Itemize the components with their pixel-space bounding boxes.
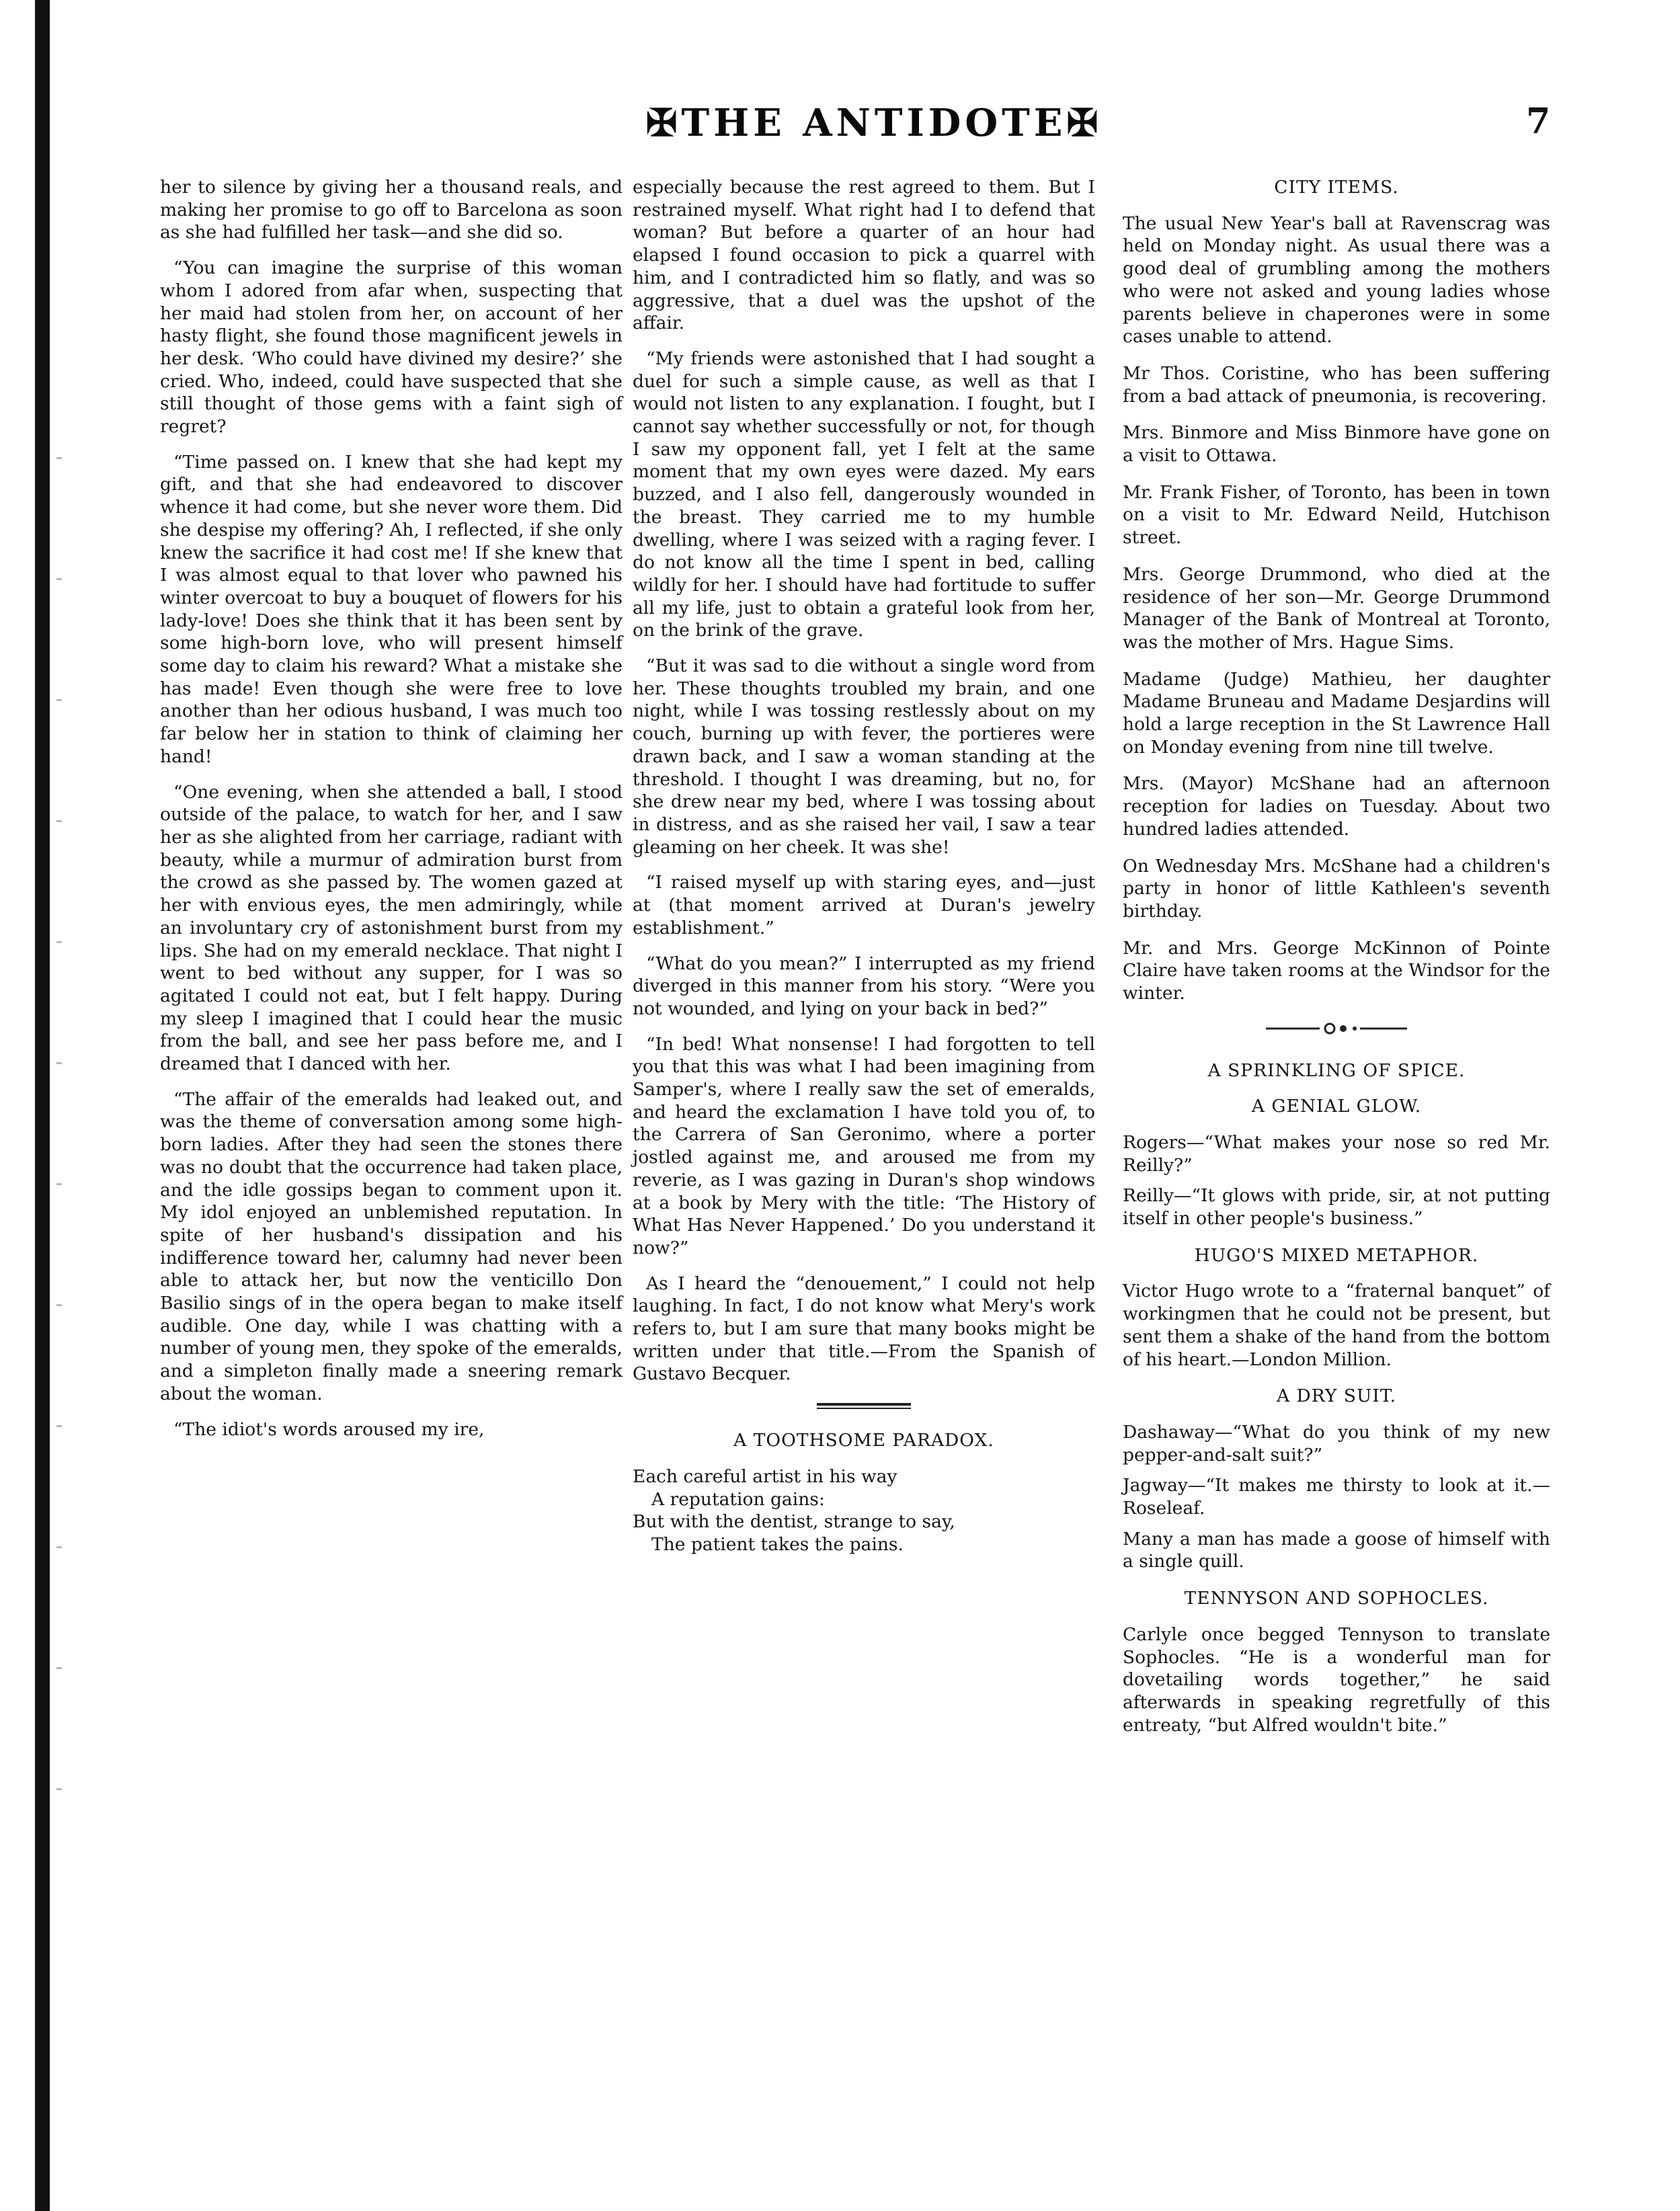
column-3 <box>1123 176 1550 1751</box>
story-paragraph: “The idiot's words aroused my ire, <box>173 1418 485 1440</box>
joke-line: Many a man has made a goose of himself with a single quill. <box>1123 1528 1550 1572</box>
spice-title: A SPRINKLING OF SPICE. <box>1207 1059 1466 1081</box>
joke-line: Dashaway—“What do you think of my new pepper-and-salt suit?” <box>1123 1421 1550 1465</box>
city-item: Mr. Frank Fisher, of Toronto, has been in town on a visit to Mr. Edward Neild, Hutchison street. <box>1123 481 1550 549</box>
hugo-text: Victor Hugo wrote to a “fraternal banquet” of workingmen that he could not be present, but sent them a shake of the hand from the bottom of his heart.—London Million. <box>1123 1281 1550 1370</box>
poem-line: The patient takes the pains. <box>651 1533 904 1555</box>
masthead-title: ✠THE ANTIDOTE✠ <box>645 101 1103 145</box>
city-item: On Wednesday Mrs. McShane had a children's party in honor of little Kathleen's seventh birthday. <box>1123 855 1550 922</box>
masthead <box>605 101 1143 155</box>
story-paragraph: “But it was sad to die without a single word from her. These thoughts troubled my brain, and one night, while I was tossing restlessly about on my couch, burning up with fever, the portieres were drawn back, and I saw a woman standing at the threshold. I thought I was dreaming, but no, for she drew near my bed, where I was tossing about in distress, and as she raised her vail, I saw a tear gleaming on her cheek. It was she! <box>633 655 1095 858</box>
city-item: The usual New Year's ball at Ravenscrag was held on Monday night. As usual there was a good deal of grumbling among the mothers who were not asked and young ladies whose parents believe in chaperones were in some cases unable to attend. <box>1123 212 1550 348</box>
joke-line: Jagway—“It makes me thirsty to look at it.—Roseleaf. <box>1123 1475 1550 1519</box>
story-paragraph: “One evening, when she attended a ball, I stood outside of the palace, to watch for her, and I saw her as she alighted from her carriage, radiant with beauty, while a murmur of admiration burst from the crowd as she passed by. The women gazed at her with envious eyes, the men admiringly, while an involuntary cry of astonishment burst from my lips. She had on my emerald necklace. That night I went to bed without any supper, for I was so agitated I could not eat, but I felt happy. During my sleep I imagined that I could hear the music from the ball, and see her pass before me, and I dreamed that I danced with her. <box>160 781 623 1075</box>
city-items-title: CITY ITEMS. <box>1274 177 1399 198</box>
story-paragraph: “What do you mean?” I interrupted as my friend diverged in this manner from his story. “Were you not wounded, and lying on your back in bed?” <box>633 953 1095 1019</box>
story-paragraph: “In bed! What nonsense! I had forgotten to tell you that this was what I had been imagining from Samper's, where I really saw the set of emeralds, and heard the exclamation I have told you of, to the Carrera of San Geronimo, where a porter jostled against me, and aroused me from my reverie, as I was gazing in Duran's shop windows at a book by Mery with the title: ‘The History of What Has Never Happened.’ Do you understand it now?” <box>633 1033 1095 1258</box>
city-item: Mr. and Mrs. George McKinnon of Pointe Claire have taken rooms at the Windsor for the winter. <box>1123 937 1550 1004</box>
poem-line: A reputation gains: <box>651 1488 825 1510</box>
ornament-divider <box>1123 1019 1550 1042</box>
poem-title: A TOOTHSOME PARADOX. <box>733 1430 994 1451</box>
poem <box>633 1465 1095 1556</box>
genial-glow-title: A GENIAL GLOW. <box>1251 1096 1422 1117</box>
column-1 <box>160 176 623 1453</box>
poem-line: Each careful artist in his way <box>633 1465 897 1487</box>
tennyson-text: Carlyle once begged Tennyson to translate Sophocles. “He is a wonderful man for dovetailing words together,” he said afterwards in speaking regretfully of this entreaty, “but Alfred wouldn't bite.” <box>1123 1623 1550 1736</box>
dry-suit-title: A DRY SUIT. <box>1276 1385 1397 1407</box>
tennyson-title: TENNYSON AND SOPHOCLES. <box>1184 1588 1489 1609</box>
city-item: Mrs. George Drummond, who died at the residence of her son—Mr. George Drummond Manager of the Bank of Montreal at Toronto, was the mother of Mrs. Hague Sims. <box>1123 563 1550 653</box>
story-paragraph: “My friends were astonished that I had sought a duel for such a simple cause, as well as that I would not listen to any explanation. I fought, but I cannot say whether successfully or not, for though I saw my opponent fall, yet I felt at the same moment that my own eyes were dazed. My ears buzzed, and I also fell, dangerously wounded in the breast. They carried me to my humble dwelling, where I was seized with a raging fever. I do not know all the time I spent in bed, calling wildly for her. I should have had fortitude to suffer all my life, just to obtain a grateful look from her, on the brink of the grave. <box>633 348 1095 641</box>
story-paragraph: As I heard the “denouement,” I could not help laughing. In fact, I do not know what Mery's work refers to, but I am sure that many books might be written under that title.—From the Spanish of Gustavo Becquer. <box>633 1273 1095 1385</box>
section-rule <box>817 1403 911 1409</box>
scan-artifact <box>56 417 62 1896</box>
story-paragraph: her to silence by giving her a thousand reals, and making her promise to go off to Barcelona as soon as she had fulfilled her task—and she did so. <box>160 177 623 243</box>
city-item: Mr Thos. Coristine, who has been suffering from a bad attack of pneumonia, is recovering. <box>1123 362 1550 407</box>
ornament-icon <box>1259 1022 1414 1035</box>
poem-line: But with the dentist, strange to say, <box>633 1511 955 1533</box>
story-paragraph: “The affair of the emeralds had leaked out, and was the theme of conversation among some high-born ladies. After they had seen the stones there was no doubt that the occurrence had taken place, and the idle gossips began to comment upon it. My idol enjoyed an unblemished reputation. In spite of her husband's dissipation and his indifference toward her, calumny had never been able to attack her, but now the venticillo Don Basilio sings of in the opera began to make itself audible. One day, while I was chatting with a number of young men, they spoke of the emeralds, and a simpleton finally made a sneering remark about the woman. <box>160 1088 623 1404</box>
joke-line: Rogers—“What makes your nose so red Mr. Reilly?” <box>1123 1131 1550 1176</box>
story-paragraph: “I raised myself up with staring eyes, and—just at (that moment arrived at Duran's jewelry establishment.” <box>633 872 1095 938</box>
city-item: Mrs. Binmore and Miss Binmore have gone on a visit to Ottawa. <box>1123 422 1550 467</box>
story-paragraph: “You can imagine the surprise of this woman whom I adored from afar when, suspecting that her maid had stolen from her, on account of her hasty flight, she found those magnificent jewels in her desk. ‘Who could have divined my desire?’ she cried. Who, indeed, could have suspected that she still thought of those gems with a faint sigh of regret? <box>160 257 623 438</box>
joke-line: Reilly—“It glows with pride, sir, at not putting itself in other people's business.” <box>1123 1185 1550 1230</box>
story-paragraph: “Time passed on. I knew that she had kept my gift, and that she had endeavored to discover whence it had come, but she never wore them. Did she despise my offering? Ah, I reflected, if she only knew the sacrifice it had cost me! If she knew that I was almost equal to that lover who pawned his winter overcoat to buy a bouquet of flowers for his lady-love! Does she think that it has been sent by some high-born love, who will present himself some day to claim his reward? What a mistake she has made! Even though she were free to love another than her odious husband, I was much too far below her in station to think of claiming her hand! <box>160 451 623 767</box>
city-item: Mrs. (Mayor) McShane had an afternoon reception for ladies on Tuesday. About two hundred ladies attended. <box>1123 773 1550 840</box>
story-paragraph: especially because the rest agreed to them. But I restrained myself. What right had I to defend that woman? But before a quarter of an hour had elapsed I found occasion to pick a quarrel with him, and I contradicted him so flatly, and was so aggressive, that a duel was the upshot of the affair. <box>633 177 1095 334</box>
hugo-title: HUGO'S MIXED METAPHOR. <box>1194 1244 1479 1266</box>
page-binding-edge <box>35 0 50 2211</box>
city-item: Madame (Judge) Mathieu, her daughter Madame Bruneau and Madame Desjardins will hold a large reception in the St Lawrence Hall on Monday evening from nine till twelve. <box>1123 668 1550 758</box>
column-2 <box>633 176 1095 1556</box>
page-number: 7 <box>1526 101 1551 142</box>
